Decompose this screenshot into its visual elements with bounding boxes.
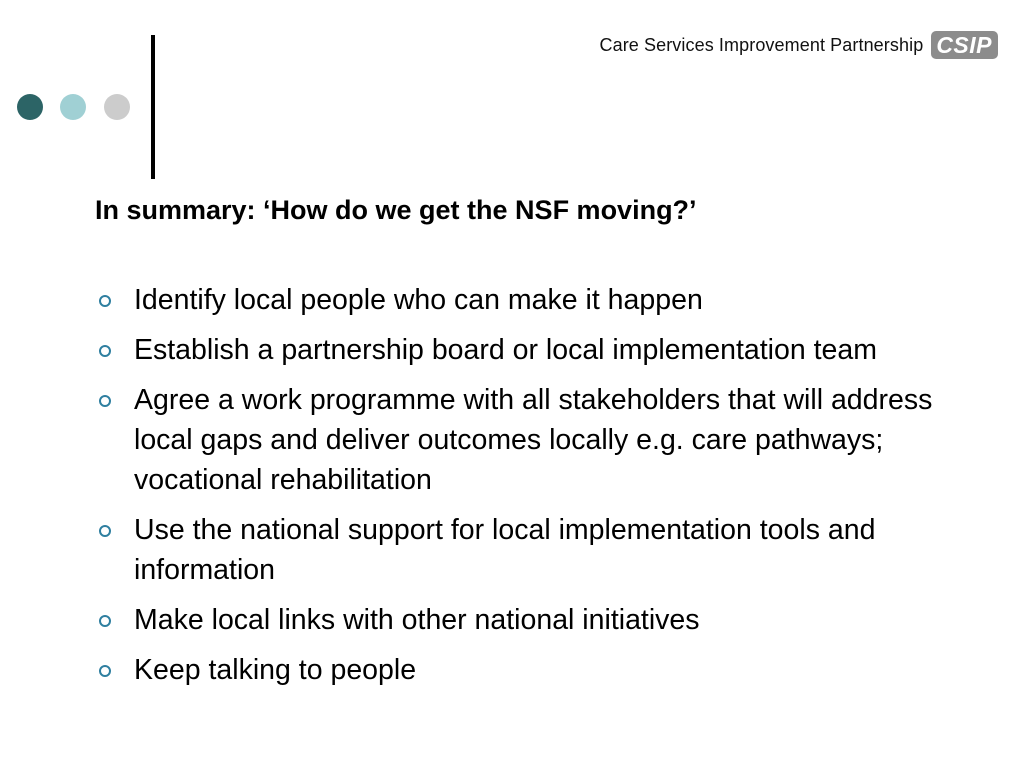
- bullet-item: [96, 380, 976, 500]
- bullet-item: [96, 330, 976, 370]
- decorative-dot-grey: [104, 94, 130, 120]
- organization-name: Care Services Improvement Partnership: [599, 34, 924, 55]
- bullet-text: Keep talking to people: [134, 654, 417, 686]
- bullet-text: Identify local people who can make it happen: [134, 284, 703, 316]
- header-brand: [599, 31, 998, 59]
- bullet-text: Establish a partnership board or local implementation team: [134, 334, 877, 366]
- bullet-text: Make local links with other national initiatives: [134, 604, 700, 636]
- bullet-item: [96, 650, 976, 690]
- slide-title: In summary: ‘How do we get the NSF moving?’: [95, 195, 697, 225]
- bullet-ring-icon: [99, 395, 111, 407]
- bullet-item: [96, 510, 976, 590]
- bullet-ring-icon: [99, 665, 111, 677]
- bullet-text: Agree a work programme with all stakeholders that will address local gaps and deliver outcomes locally e.g. care pathways; vocational rehabilitation: [134, 384, 933, 496]
- bullet-ring-icon: [99, 615, 111, 627]
- bullet-item: [96, 280, 976, 320]
- bullet-ring-icon: [99, 525, 111, 537]
- bullet-list: [96, 280, 976, 700]
- bullet-text: Use the national support for local implementation tools and information: [134, 514, 876, 586]
- bullet-ring-icon: [99, 295, 111, 307]
- decorative-dot-dark: [17, 94, 43, 120]
- vertical-divider: [151, 35, 155, 179]
- bullet-item: [96, 600, 976, 640]
- bullet-ring-icon: [99, 345, 111, 357]
- decorative-dot-light: [60, 94, 86, 120]
- csip-logo: CSIP: [931, 31, 998, 59]
